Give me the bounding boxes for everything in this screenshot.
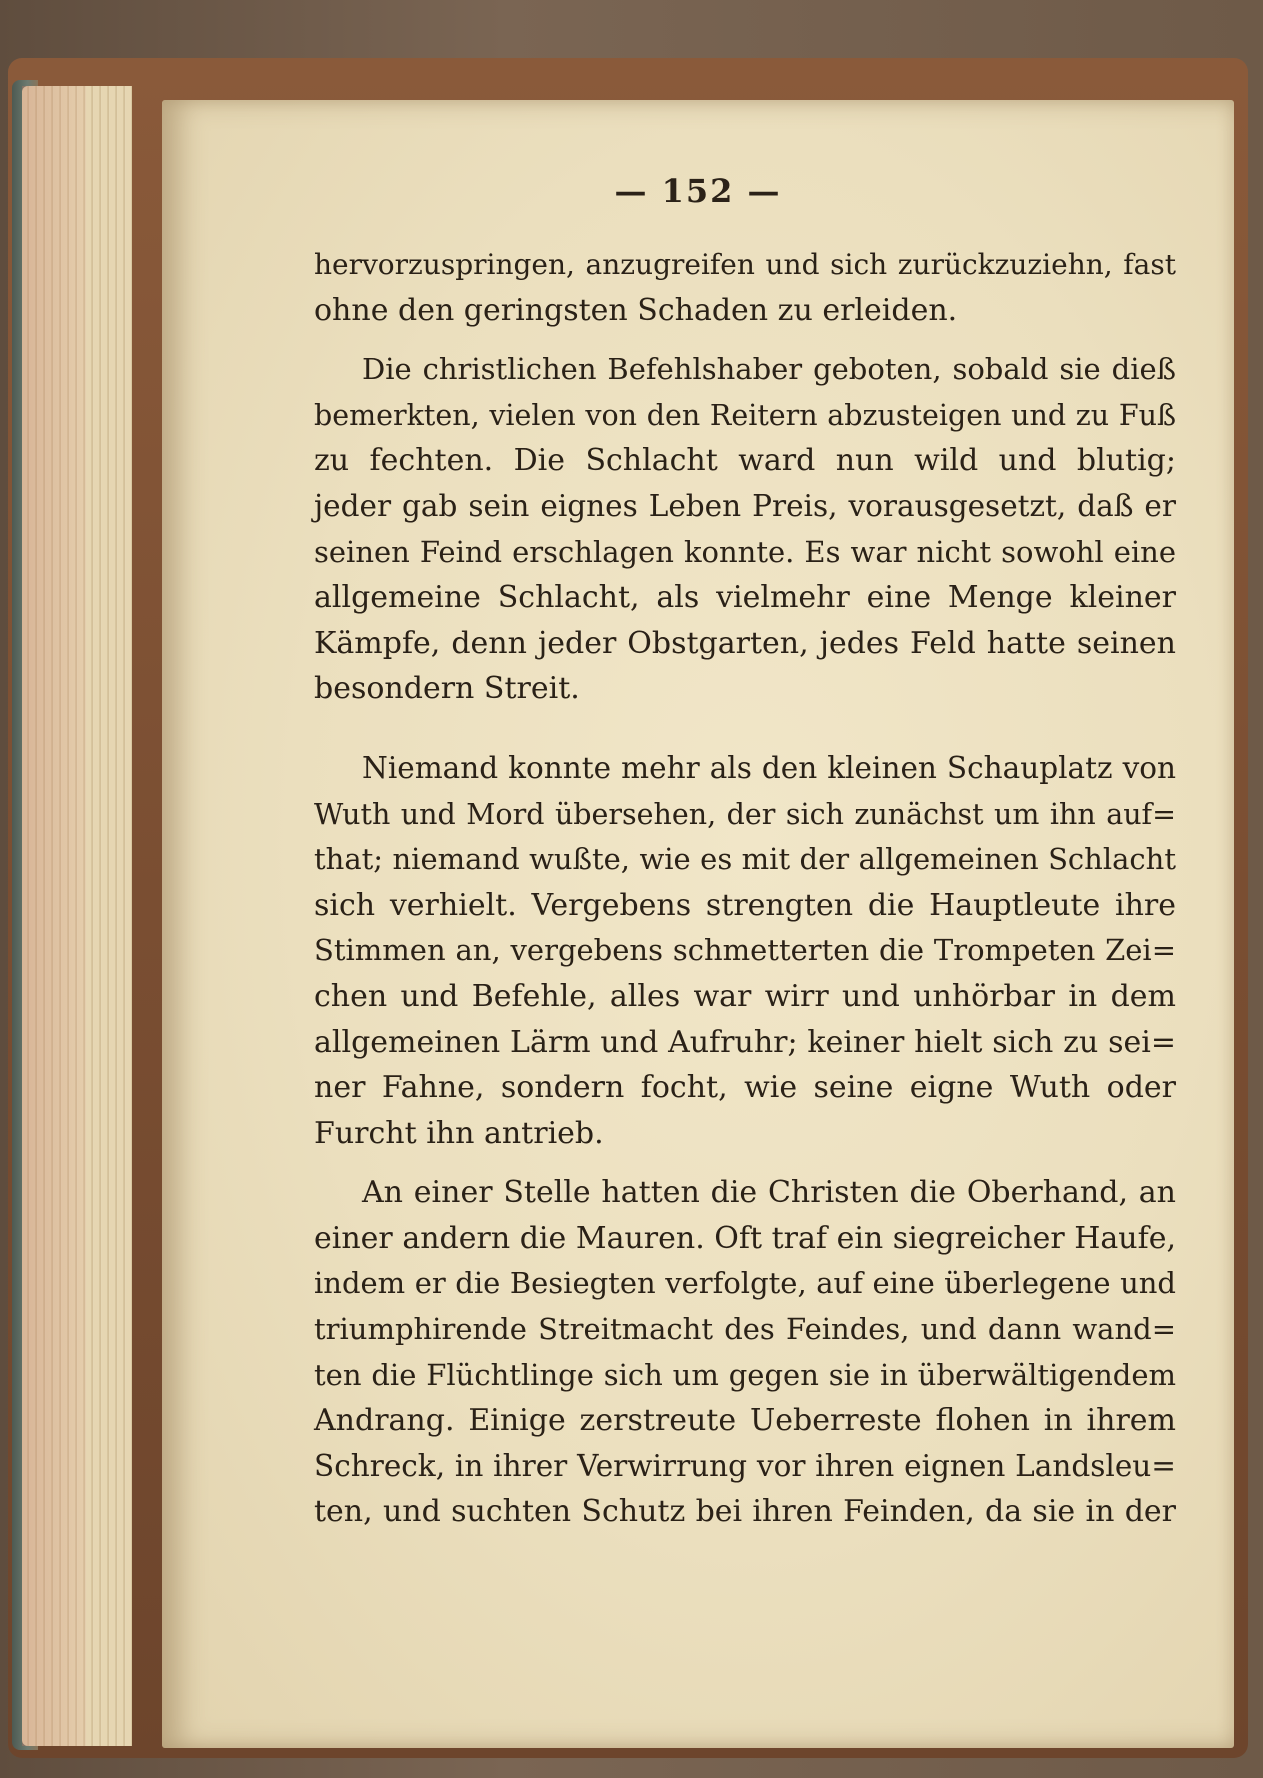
text-line: ner Fahne, sondern focht, wie seine eigne Wuth oder [314,1070,1176,1106]
text-line: Stimmen an, vergebens schmetterten die Trompeten Zei= [314,933,1176,968]
text-line: ten, und suchten Schutz bei ihren Feinden, da sie in der [314,1494,1176,1530]
text-line: that; niemand wußte, wie es mit der allgemeinen Schlacht [314,842,1176,877]
text-line: jeder gab sein eignes Leben Preis, vorausgesetzt, daß er [314,488,1176,523]
paragraph-2 [314,347,1176,712]
text-line: indem er die Besiegten verfolgte, auf eine überlegene und [314,1266,1176,1301]
text-line: seinen Feind erschlagen konnte. Es war nicht sowohl eine [314,534,1176,569]
text-line: Die christlichen Befehlshaber geboten, sobald sie dieß [362,352,1176,387]
text-line: triumphirende Streitmacht des Feindes, und dann wand= [314,1312,1176,1347]
text-line: ohne den geringsten Schaden zu erleiden. [314,292,958,328]
text-line: allgemeine Schlacht, als vielmehr eine Menge kleiner [314,580,1176,616]
text-line: Schreck, in ihrer Verwirrung vor ihren eignen Landsleu= [314,1448,1176,1483]
text-line: bemerkten, vielen von den Reitern abzusteigen und zu Fuß [314,398,1176,432]
text-line: sich verhielt. Vergebens strengten die Hauptleute ihre [314,887,1176,923]
text-line: hervorzuspringen, anzugreifen und sich zurückzuziehn, fast [314,248,1176,281]
page-edges [22,86,132,1746]
text-line: chen und Befehle, alles war wirr und unhörbar in dem [314,978,1176,1014]
text-line: ten die Flüchtlinge sich um gegen sie in überwältigendem [314,1357,1176,1392]
page-number: — 152 — [614,172,782,210]
text-line: zu fechten. Die Schlacht ward nun wild und blutig; [314,443,1176,479]
paragraph-4 [314,1170,1176,1535]
page [162,100,1234,1748]
paragraph-3 [314,746,1176,1156]
text-line: allgemeinen Lärm und Aufruhr; keiner hielt sich zu sei= [314,1024,1176,1060]
text-line: Niemand konnte mehr als den kleinen Schauplatz von [362,750,1176,785]
text-line: einer andern die Mauren. Oft traf ein siegreicher Haufe, [314,1220,1176,1256]
text-line: besondern Streit. [314,671,580,707]
text-line: Furcht ihn antrieb. [314,1115,604,1151]
page-body [314,242,1176,1535]
text-line: An einer Stelle hatten die Christen die Oberhand, an [362,1175,1176,1211]
paragraph-1 [314,242,1176,333]
text-line: Andrang. Einige zerstreute Ueberreste flohen in ihrem [314,1403,1176,1439]
text-line: Kämpfe, denn jeder Obstgarten, jedes Feld hatte seinen [314,625,1176,661]
text-line: Wuth und Mord übersehen, der sich zunächst um ihn auf= [314,797,1176,831]
